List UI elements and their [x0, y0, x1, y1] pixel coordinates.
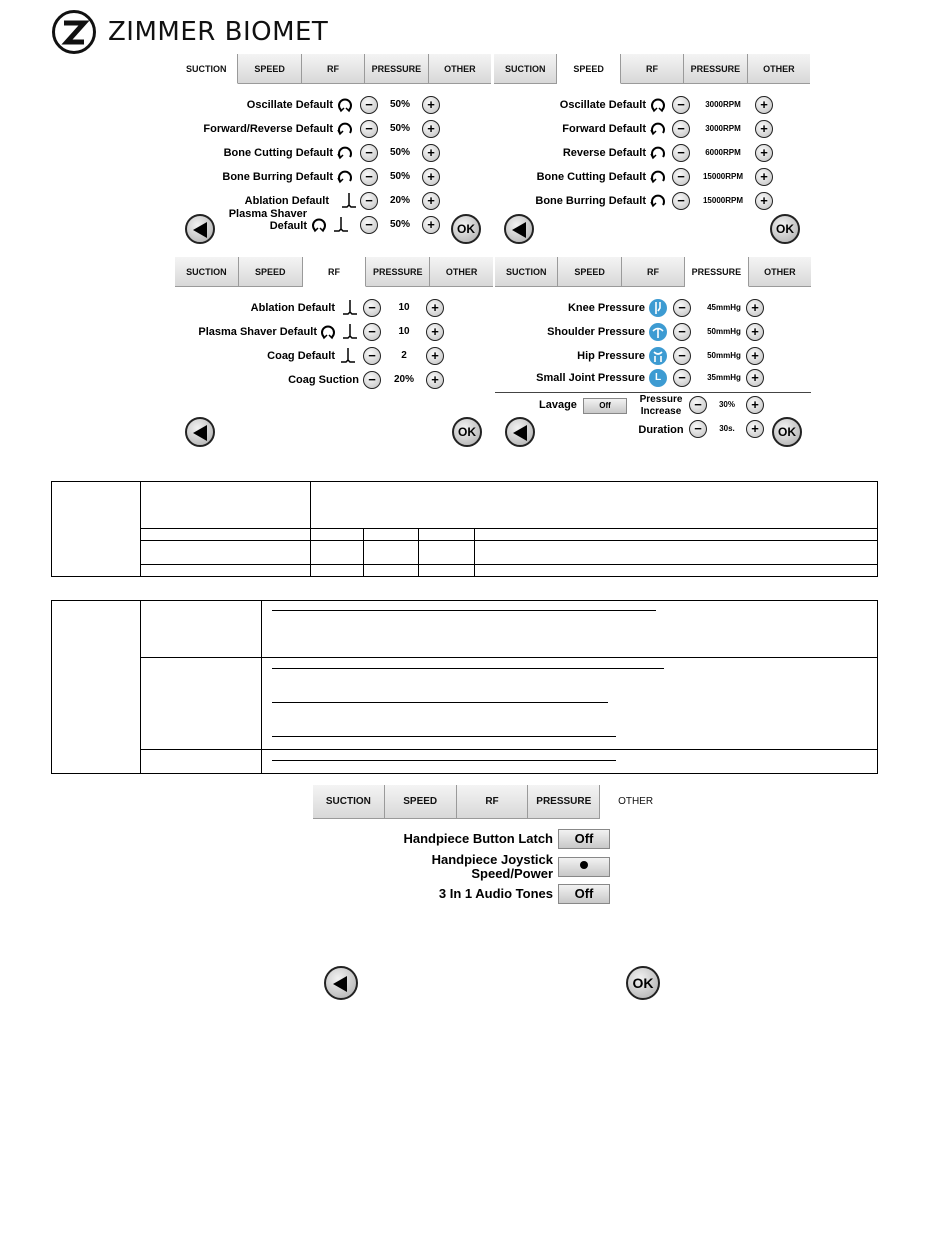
setting-value: 3000RPM	[705, 100, 741, 109]
brand-name: ZIMMER BIOMET	[108, 17, 329, 47]
increase-button[interactable]: +	[422, 144, 440, 162]
decrease-button[interactable]: −	[360, 96, 378, 114]
brand-logo	[52, 8, 328, 56]
tab-speed[interactable]: SPEED	[238, 54, 301, 84]
setting-value: 20%	[393, 374, 414, 385]
increase-button[interactable]: +	[422, 120, 440, 138]
table-cell	[364, 529, 419, 541]
setting-value: 20%	[389, 195, 410, 206]
setting-label: Knee Pressure	[567, 302, 645, 314]
speed-settings-panel	[494, 54, 810, 244]
hip-icon	[649, 347, 667, 365]
tab-bar	[495, 257, 811, 287]
table-cell	[364, 541, 419, 565]
table-cell	[475, 541, 878, 565]
oscillate-icon	[649, 96, 667, 114]
setting-value: 6000RPM	[705, 148, 741, 157]
setting-label-line2: Speed/Power	[471, 866, 553, 881]
table-cell	[311, 482, 878, 529]
setting-value: 2	[401, 350, 407, 361]
setting-label: Plasma Shaver Default	[198, 326, 317, 338]
lavage-toggle[interactable]: Off	[583, 398, 627, 414]
tab-other[interactable]: OTHER	[749, 257, 811, 287]
pressure-increase-value: 30%	[718, 400, 735, 409]
increase-button[interactable]: +	[422, 168, 440, 186]
audio-tones-toggle[interactable]: Off	[558, 884, 610, 904]
rotation-icon	[336, 144, 354, 162]
tab-pressure[interactable]: PRESSURE	[366, 257, 430, 287]
document-table-1	[51, 481, 878, 577]
document-table-2	[51, 600, 878, 774]
setting-label-line1: Handpiece Joystick	[431, 852, 553, 867]
table-cell	[141, 750, 262, 774]
setting-row-shoulder-pressure	[495, 321, 811, 343]
setting-label	[432, 853, 553, 881]
increase-button[interactable]: +	[426, 347, 444, 365]
tab-other[interactable]: OTHER	[429, 54, 491, 84]
tab-other[interactable]: OTHER	[430, 257, 493, 287]
oscillate-icon	[310, 216, 328, 234]
decrease-button[interactable]: −	[689, 396, 707, 414]
table-cell	[141, 541, 311, 565]
joystick-toggle[interactable]	[558, 857, 610, 877]
table-cell	[475, 565, 878, 577]
duration-value: 30s.	[719, 424, 735, 433]
table-cell	[141, 601, 262, 658]
setting-label: Hip Pressure	[577, 350, 645, 362]
setting-row-oscillate	[494, 94, 810, 116]
tab-bar	[313, 785, 671, 819]
setting-row-bone-burring	[494, 190, 810, 212]
rotation-icon	[649, 192, 667, 210]
tab-suction[interactable]: SUCTION	[313, 785, 385, 819]
tab-rf[interactable]: RF	[303, 257, 367, 287]
setting-label: Oscillate Default	[559, 99, 646, 111]
setting-label: Ablation Default	[244, 195, 329, 207]
setting-label: Forward Default	[562, 123, 646, 135]
back-arrow-icon	[193, 222, 207, 238]
back-button[interactable]	[185, 214, 215, 244]
setting-row-plasma-shaver	[175, 208, 491, 236]
setting-label: Ablation Default	[250, 302, 335, 314]
table-cell	[141, 529, 311, 541]
setting-row-knee-pressure	[495, 297, 811, 319]
decrease-button[interactable]: −	[363, 323, 381, 341]
underline-rule	[272, 610, 656, 611]
other-settings-panel	[313, 785, 671, 1001]
duration-label: Duration	[638, 424, 684, 436]
ablation-probe-icon	[332, 216, 350, 234]
back-arrow-icon	[333, 976, 347, 992]
setting-row-joystick	[313, 853, 671, 881]
decrease-button[interactable]: −	[689, 420, 707, 438]
pressure-settings-panel	[495, 257, 811, 447]
rotation-icon	[649, 168, 667, 186]
increase-button[interactable]: +	[422, 216, 440, 234]
increase-button[interactable]: +	[746, 323, 764, 341]
table-cell	[475, 529, 878, 541]
setting-value: 50%	[389, 147, 410, 158]
back-arrow-icon	[193, 425, 207, 441]
setting-label: Reverse Default	[562, 147, 646, 159]
setting-label-line2: Default	[269, 220, 307, 232]
ablation-probe-icon	[341, 323, 359, 341]
setting-row-plasma-shaver	[175, 321, 493, 343]
ok-label: OK	[778, 425, 796, 439]
ok-label: OK	[458, 425, 476, 439]
setting-row-audio-tones	[313, 882, 671, 906]
tab-suction[interactable]: SUCTION	[494, 54, 557, 84]
increase-button[interactable]: +	[426, 371, 444, 389]
pressure-increase-label	[635, 394, 687, 418]
setting-row-forward	[494, 118, 810, 140]
decrease-button[interactable]: −	[672, 120, 690, 138]
setting-value: 50%	[389, 219, 410, 230]
setting-label: Bone Burring Default	[535, 195, 646, 207]
decrease-button[interactable]: −	[673, 299, 691, 317]
decrease-button[interactable]: −	[673, 323, 691, 341]
tab-speed[interactable]: SPEED	[385, 785, 457, 819]
decrease-button[interactable]: −	[673, 347, 691, 365]
tab-rf[interactable]: RF	[622, 257, 685, 287]
tab-suction[interactable]: SUCTION	[495, 257, 558, 287]
table-cell	[311, 541, 364, 565]
joystick-dot-icon	[580, 861, 588, 869]
setting-value: 50mmHg	[707, 327, 741, 336]
ok-button[interactable]	[451, 214, 481, 244]
ok-button[interactable]	[770, 214, 800, 244]
setting-label: Forward/Reverse Default	[203, 123, 333, 135]
increase-button[interactable]: +	[426, 323, 444, 341]
setting-value: 45mmHg	[707, 303, 741, 312]
increase-button[interactable]: +	[746, 347, 764, 365]
increase-button[interactable]: +	[422, 192, 440, 210]
tab-bar	[494, 54, 810, 84]
setting-row-coag-suction	[175, 369, 493, 391]
tab-rf[interactable]: RF	[302, 54, 365, 84]
increase-button[interactable]: +	[755, 120, 773, 138]
ablation-probe-icon	[341, 299, 359, 317]
increase-button[interactable]: +	[746, 396, 764, 414]
table-cell	[419, 565, 475, 577]
tab-speed[interactable]: SPEED	[239, 257, 303, 287]
increase-button[interactable]: +	[746, 299, 764, 317]
underline-rule	[272, 702, 608, 703]
setting-label-line1: Plasma Shaver	[228, 208, 307, 220]
decrease-button[interactable]: −	[673, 369, 691, 387]
setting-label: Coag Default	[267, 350, 335, 362]
zimmer-biomet-logo-icon	[52, 10, 96, 54]
rotation-icon	[649, 144, 667, 162]
increase-button[interactable]: +	[755, 96, 773, 114]
tab-pressure[interactable]: PRESSURE	[365, 54, 428, 84]
back-button[interactable]	[185, 417, 215, 447]
tab-rf[interactable]: RF	[621, 54, 684, 84]
ok-label: OK	[457, 222, 475, 236]
increase-button[interactable]: +	[755, 144, 773, 162]
setting-row-bone-cutting	[494, 166, 810, 188]
decrease-button[interactable]: −	[360, 120, 378, 138]
ablation-probe-icon	[339, 347, 357, 365]
tab-pressure[interactable]: PRESSURE	[684, 54, 747, 84]
pressure-increase-label-line2: Increase	[640, 406, 682, 417]
underline-rule	[272, 736, 616, 737]
setting-row-ablation	[175, 297, 493, 319]
tab-speed[interactable]: SPEED	[557, 54, 620, 84]
divider	[495, 392, 811, 393]
tab-bar	[175, 257, 493, 287]
decrease-button[interactable]: −	[360, 144, 378, 162]
ablation-probe-icon	[340, 192, 358, 210]
ok-button[interactable]	[626, 966, 660, 1000]
setting-row-bone-cutting	[175, 142, 491, 164]
increase-button[interactable]: +	[746, 420, 764, 438]
setting-row-oscillate	[175, 94, 491, 116]
knee-icon	[649, 299, 667, 317]
tab-pressure[interactable]: PRESSURE	[528, 785, 600, 819]
setting-label: Handpiece Button Latch	[403, 831, 553, 846]
setting-value: 10	[398, 302, 410, 313]
setting-label	[229, 208, 307, 232]
setting-row-bone-burring	[175, 166, 491, 188]
back-button[interactable]	[505, 417, 535, 447]
tab-rf[interactable]: RF	[457, 785, 529, 819]
increase-button[interactable]: +	[755, 192, 773, 210]
rotation-icon	[649, 120, 667, 138]
setting-value: 50%	[389, 123, 410, 134]
back-button[interactable]	[504, 214, 534, 244]
tab-other[interactable]: OTHER	[600, 785, 671, 819]
setting-value: 15000RPM	[702, 172, 744, 181]
pressure-increase-label-line1: Pressure	[639, 394, 683, 405]
decrease-button[interactable]: −	[360, 168, 378, 186]
decrease-button[interactable]: −	[360, 192, 378, 210]
suction-settings-panel	[175, 54, 491, 244]
setting-row-forward-reverse	[175, 118, 491, 140]
decrease-button[interactable]: −	[363, 299, 381, 317]
lavage-label: Lavage	[539, 399, 577, 411]
setting-value: 50%	[389, 171, 410, 182]
setting-label: Bone Cutting Default	[223, 147, 333, 159]
decrease-button[interactable]: −	[672, 192, 690, 210]
setting-label: Bone Cutting Default	[536, 171, 646, 183]
small-joint-icon: L	[649, 369, 667, 387]
tab-speed[interactable]: SPEED	[558, 257, 621, 287]
table-cell	[364, 565, 419, 577]
increase-button[interactable]: +	[746, 369, 764, 387]
increase-button[interactable]: +	[426, 299, 444, 317]
button-latch-toggle[interactable]: Off	[558, 829, 610, 849]
setting-value: 50%	[389, 99, 410, 110]
decrease-button[interactable]: −	[672, 96, 690, 114]
oscillate-icon	[319, 323, 337, 341]
table-cell	[262, 750, 878, 774]
setting-value: 3000RPM	[705, 124, 741, 133]
setting-row-coag	[175, 345, 493, 367]
back-button[interactable]	[324, 966, 358, 1000]
ok-label: OK	[776, 222, 794, 236]
shoulder-icon	[649, 323, 667, 341]
setting-label: Oscillate Default	[246, 99, 333, 111]
increase-button[interactable]: +	[755, 168, 773, 186]
table-cell	[311, 529, 364, 541]
setting-value: 15000RPM	[702, 196, 744, 205]
setting-row-hip-pressure	[495, 345, 811, 367]
table-cell	[419, 541, 475, 565]
underline-rule	[272, 668, 664, 669]
ok-button[interactable]	[452, 417, 482, 447]
ok-label: OK	[632, 975, 654, 991]
setting-label: 3 In 1 Audio Tones	[438, 886, 553, 901]
underline-rule	[272, 760, 616, 761]
rf-settings-panel	[175, 257, 493, 447]
setting-label: Bone Burring Default	[222, 171, 333, 183]
setting-value: 50mmHg	[707, 351, 741, 360]
table-cell	[141, 658, 262, 750]
setting-row-small-joint-pressure	[495, 367, 811, 389]
rotation-icon	[336, 168, 354, 186]
table-cell	[52, 482, 141, 577]
decrease-button[interactable]: −	[672, 168, 690, 186]
table-cell	[311, 565, 364, 577]
back-arrow-icon	[512, 222, 526, 238]
setting-row-ablation	[175, 190, 491, 212]
setting-value: 10	[398, 326, 410, 337]
table-cell	[419, 529, 475, 541]
table-cell	[141, 565, 311, 577]
increase-button[interactable]: +	[422, 96, 440, 114]
tab-other[interactable]: OTHER	[748, 54, 810, 84]
tab-suction[interactable]: SUCTION	[175, 54, 238, 84]
setting-label: Coag Suction	[288, 374, 359, 386]
decrease-button[interactable]: −	[360, 216, 378, 234]
setting-row-button-latch	[313, 827, 671, 851]
tab-suction[interactable]: SUCTION	[175, 257, 239, 287]
tab-bar	[175, 54, 491, 84]
back-arrow-icon	[513, 425, 527, 441]
oscillate-icon	[336, 96, 354, 114]
rotation-icon	[336, 120, 354, 138]
setting-label: Shoulder Pressure	[547, 326, 645, 338]
setting-label: Small Joint Pressure	[536, 372, 645, 384]
ok-button[interactable]	[772, 417, 802, 447]
setting-row-reverse	[494, 142, 810, 164]
setting-value: 35mmHg	[707, 373, 741, 382]
table-cell	[52, 601, 141, 774]
tab-pressure[interactable]: PRESSURE	[685, 257, 748, 287]
decrease-button[interactable]: −	[363, 347, 381, 365]
table-cell	[141, 482, 311, 529]
decrease-button[interactable]: −	[672, 144, 690, 162]
decrease-button[interactable]: −	[363, 371, 381, 389]
